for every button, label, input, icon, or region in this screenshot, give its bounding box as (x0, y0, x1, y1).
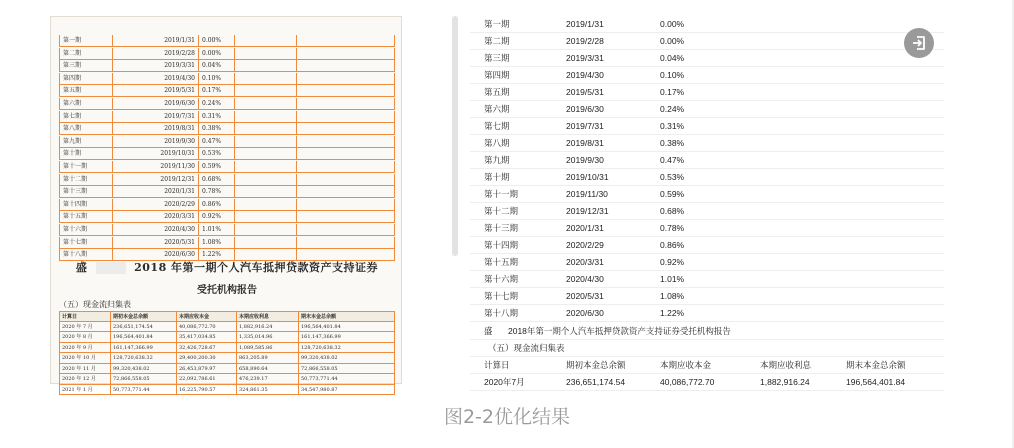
optimized-cashflow-header-cell: 期初本金总余额 (566, 360, 626, 370)
scan-period-date: 2020/1/31 (113, 186, 199, 198)
optimized-period-row (470, 203, 944, 220)
optimized-period-label: 第十六期 (484, 274, 519, 284)
optimized-period-label: 第八期 (484, 138, 510, 148)
scan-period-label: 第八期 (59, 123, 113, 135)
scan-cashflow-header-cell: 期末本金总余额 (299, 311, 395, 322)
optimized-period-date: 2019/2/28 (566, 36, 604, 46)
scan-period-date: 2019/8/31 (113, 123, 199, 135)
optimized-cashflow-header-cell: 期末本金总余额 (846, 360, 906, 370)
scan-period-date: 2019/7/31 (113, 111, 199, 123)
scan-period-row (59, 211, 395, 223)
scan-empty-cell (297, 174, 395, 186)
scan-period-rate: 1.08% (199, 237, 235, 249)
optimized-period-date: 2020/1/31 (566, 223, 604, 233)
scan-cashflow-cell: 26,453,879.97 (177, 364, 237, 375)
scan-cashflow-header-row (59, 311, 395, 322)
optimized-period-row (470, 84, 944, 101)
optimized-period-rate: 0.92% (660, 257, 685, 267)
scan-cashflow-cell: 196,564,401.84 (299, 322, 395, 333)
optimized-period-row (470, 288, 944, 305)
scan-cashflow-cell: 658,890.64 (237, 364, 299, 375)
scan-period-date: 2019/4/30 (113, 73, 199, 85)
optimized-period-date: 2019/12/31 (566, 206, 609, 216)
scan-cashflow-cell: 161,147,366.99 (111, 343, 177, 354)
scan-cashflow-cell: 29,400,200.30 (177, 353, 237, 364)
optimized-period-rate: 0.31% (660, 121, 685, 131)
scan-empty-cell (297, 35, 395, 47)
scan-period-label: 第六期 (59, 98, 113, 110)
optimized-period-label: 第十三期 (484, 223, 519, 233)
scan-period-rate: 0.10% (199, 73, 235, 85)
scan-cashflow-cell: 35,417,034.85 (177, 332, 237, 343)
scan-empty-cell (235, 237, 297, 249)
optimized-cashflow-header (470, 357, 944, 374)
scan-period-row (59, 148, 395, 160)
scan-cashflow-cell: 2020 年 7 月 (59, 322, 111, 333)
optimized-period-rate: 1.08% (660, 291, 685, 301)
scan-cashflow-header-cell: 计算日 (59, 311, 111, 322)
scan-period-row (59, 98, 395, 110)
optimized-cashflow-cell: 196,564,401.84 (846, 377, 906, 387)
scan-cashflow-row (59, 364, 395, 375)
scan-empty-cell (297, 237, 395, 249)
scan-period-rate: 0.59% (199, 161, 235, 173)
scan-cashflow-row (59, 374, 395, 385)
scan-period-date: 2020/4/30 (113, 224, 199, 236)
optimized-period-rate: 0.78% (660, 223, 685, 233)
scan-period-label: 第七期 (59, 111, 113, 123)
scan-empty-cell (235, 186, 297, 198)
scan-cashflow-cell: 40,086,772.70 (177, 322, 237, 333)
scan-period-rate: 0.24% (199, 98, 235, 110)
optimized-period-label: 第四期 (484, 70, 510, 80)
scan-period-label: 第十七期 (59, 237, 113, 249)
original-scanned-table (50, 16, 402, 393)
optimized-period-rate: 1.22% (660, 308, 685, 318)
scan-empty-cell (235, 148, 297, 160)
scan-cashflow-header-cell: 本期应收利息 (237, 311, 299, 322)
scan-empty-cell (235, 48, 297, 60)
scan-period-rate: 0.38% (199, 123, 235, 135)
exit-icon (911, 35, 927, 51)
optimized-period-rate: 0.00% (660, 19, 685, 29)
scan-period-date: 2019/11/30 (113, 161, 199, 173)
optimized-period-row (470, 254, 944, 271)
scan-cashflow-row (59, 332, 395, 343)
optimized-period-label: 第十七期 (484, 291, 519, 301)
scan-period-rate: 0.17% (199, 85, 235, 97)
scan-period-rate: 0.78% (199, 186, 235, 198)
scan-period-table (51, 17, 401, 259)
optimized-period-date: 2019/9/30 (566, 155, 604, 165)
scan-cashflow-cell: 72,866,558.05 (299, 364, 395, 375)
optimized-period-date: 2019/1/31 (566, 19, 604, 29)
scan-empty-cell (297, 211, 395, 223)
scan-period-row (59, 186, 395, 198)
optimized-period-date: 2019/7/31 (566, 121, 604, 131)
optimized-period-rate: 0.38% (660, 138, 685, 148)
scan-empty-cell (235, 174, 297, 186)
scan-period-label: 第三期 (59, 60, 113, 72)
scan-empty-cell (235, 123, 297, 135)
scan-period-label: 第九期 (59, 136, 113, 148)
optimized-period-date: 2019/3/31 (566, 53, 604, 63)
optimized-period-rate: 0.47% (660, 155, 685, 165)
scan-period-label: 第十五期 (59, 211, 113, 223)
scan-period-row (59, 123, 395, 135)
scan-cashflow-cell: 324,861.35 (237, 385, 299, 396)
scan-cashflow-cell: 1,882,916.24 (237, 322, 299, 333)
optimized-period-row (470, 271, 944, 288)
scan-period-date: 2019/6/30 (113, 98, 199, 110)
scan-cashflow-cell: 32,426,728.67 (177, 343, 237, 354)
scan-period-row (59, 48, 395, 60)
optimized-period-rate: 1.01% (660, 274, 685, 284)
optimized-period-rate: 0.00% (660, 36, 685, 46)
scan-period-rate: 0.00% (199, 35, 235, 47)
scan-empty-cell (297, 98, 395, 110)
scan-empty-cell (235, 211, 297, 223)
optimized-cashflow-header-cell: 本期应收利息 (760, 360, 812, 370)
optimized-period-rate: 0.68% (660, 206, 685, 216)
scan-cashflow-cell: 2020 年 10 月 (59, 353, 111, 364)
scan-report-heading (59, 255, 395, 305)
scan-period-rate: 0.00% (199, 48, 235, 60)
scan-period-row (59, 224, 395, 236)
scan-period-date: 2019/12/31 (113, 174, 199, 186)
optimized-period-rate: 0.24% (660, 104, 685, 114)
scan-empty-cell (235, 85, 297, 97)
scan-period-rate: 0.31% (199, 111, 235, 123)
scan-period-date: 2019/9/30 (113, 136, 199, 148)
scan-period-rate: 0.92% (199, 211, 235, 223)
optimized-period-rate: 0.59% (660, 189, 685, 199)
scan-period-label: 第十期 (59, 148, 113, 160)
scan-period-date: 2019/2/28 (113, 48, 199, 60)
optimized-cashflow-row (470, 374, 944, 391)
optimized-period-label: 第十二期 (484, 206, 519, 216)
optimized-period-label: 第十一期 (484, 189, 519, 199)
scan-cashflow-cell: 99,320,438.02 (111, 364, 177, 375)
scan-cashflow-cell: 2020 年 9 月 (59, 343, 111, 354)
scan-period-rate: 1.22% (199, 249, 235, 261)
scan-cashflow-cell: 34,547,980.87 (299, 385, 395, 396)
optimized-period-rows (470, 16, 944, 322)
scan-empty-cell (235, 111, 297, 123)
scan-period-label: 第十一期 (59, 161, 113, 173)
scan-period-row (59, 136, 395, 148)
optimized-period-date: 2019/5/31 (566, 87, 604, 97)
optimized-period-row (470, 67, 944, 84)
optimized-period-row (470, 186, 944, 203)
optimized-period-date: 2020/4/30 (566, 274, 604, 284)
optimized-period-label: 第六期 (484, 104, 510, 114)
optimized-period-row (470, 135, 944, 152)
optimized-period-date: 2019/4/30 (566, 70, 604, 80)
optimized-period-row (470, 33, 944, 50)
optimized-period-date: 2019/11/30 (566, 189, 608, 199)
scan-cashflow-cell: 50,773,771.44 (111, 385, 177, 396)
scan-cashflow-cell: 2021 年 1 月 (59, 385, 111, 396)
scan-report-prefix: 盛 (75, 261, 88, 274)
scan-empty-cell (235, 136, 297, 148)
optimized-period-row (470, 305, 944, 322)
scan-period-label: 第十四期 (59, 199, 113, 211)
optimized-report-prefix: 盛 (484, 326, 493, 336)
scan-cashflow-header-cell: 本期应收本金 (177, 311, 237, 322)
optimized-period-label: 第七期 (484, 121, 510, 131)
optimized-period-label: 第十五期 (484, 257, 519, 267)
scan-period-row (59, 199, 395, 211)
vertical-scrollbar[interactable] (452, 16, 458, 256)
scan-period-row (59, 73, 395, 85)
optimized-period-label: 第三期 (484, 53, 510, 63)
scan-period-date: 2019/5/31 (113, 85, 199, 97)
optimized-period-date: 2019/10/31 (566, 172, 609, 182)
optimized-cashflow-cell: 40,086,772.70 (660, 377, 715, 387)
scan-period-row (59, 161, 395, 173)
scan-empty-cell (297, 148, 395, 160)
optimized-cashflow-cell: 2020年7月 (484, 377, 525, 387)
scan-period-row (59, 60, 395, 72)
scan-period-row (59, 111, 395, 123)
scan-report-subtitle: 受托机构报告 (197, 285, 257, 296)
optimized-period-date: 2020/3/31 (566, 257, 604, 267)
optimized-table (470, 16, 944, 390)
scan-cashflow-cell: 72,866,558.05 (111, 374, 177, 385)
optimized-period-label: 第二期 (484, 36, 510, 46)
optimized-period-label: 第十期 (484, 172, 510, 182)
optimized-section-title: （五）现金流归集表 (470, 340, 944, 357)
scan-period-row (59, 174, 395, 186)
scan-empty-cell (235, 224, 297, 236)
scan-empty-cell (297, 48, 395, 60)
scan-section-title: （五）现金流归集表 (59, 300, 131, 309)
optimized-period-row (470, 220, 944, 237)
scan-period-row (59, 35, 395, 47)
scan-empty-cell (235, 199, 297, 211)
scan-cashflow-cell: 476,239.17 (237, 374, 299, 385)
optimized-cashflow-header-cell: 本期应收本金 (660, 360, 712, 370)
optimized-period-rate: 0.04% (660, 53, 685, 63)
scan-empty-cell (235, 60, 297, 72)
scan-period-date: 2020/5/31 (113, 237, 199, 249)
optimized-report-title-row (470, 322, 944, 340)
scan-period-label: 第二期 (59, 48, 113, 60)
scan-empty-cell (297, 85, 395, 97)
scan-period-date: 2019/10/31 (113, 148, 199, 160)
scan-cashflow-cell: 161,147,366.99 (299, 332, 395, 343)
scan-period-date: 2020/2/29 (113, 199, 199, 211)
optimized-period-date: 2019/6/30 (566, 104, 604, 114)
optimized-report-title: 2018年第一期个人汽车抵押贷款资产支持证券受托机构报告 (508, 326, 731, 336)
scan-period-rate: 0.04% (199, 60, 235, 72)
scan-cashflow-row (59, 385, 395, 396)
scan-empty-cell (297, 73, 395, 85)
scan-period-label: 第四期 (59, 73, 113, 85)
optimized-cashflow-header-cell: 计算日 (484, 360, 510, 370)
scan-empty-cell (297, 186, 395, 198)
scan-empty-cell (235, 98, 297, 110)
exit-button[interactable] (904, 28, 934, 58)
scan-empty-cell (235, 35, 297, 47)
scan-cashflow-cell: 1,335,014.96 (237, 332, 299, 343)
scan-cashflow-cell: 50,773,771.44 (299, 374, 395, 385)
scan-empty-cell (297, 224, 395, 236)
scan-cashflow-cell: 1,089,585.86 (237, 343, 299, 354)
optimized-period-label: 第五期 (484, 87, 510, 97)
figure-caption: 图2-2优化结果 (443, 406, 571, 428)
scan-cashflow-header-cell: 期初本金总余额 (111, 311, 177, 322)
scan-period-label: 第十二期 (59, 174, 113, 186)
optimized-period-row (470, 169, 944, 186)
optimized-period-date: 2020/5/31 (566, 291, 604, 301)
optimized-period-row (470, 16, 944, 33)
optimized-period-row (470, 101, 944, 118)
scan-empty-cell (235, 161, 297, 173)
scan-empty-cell (297, 111, 395, 123)
optimized-cashflow-cell: 1,882,916.24 (760, 377, 810, 387)
optimized-period-row (470, 237, 944, 254)
scan-empty-cell (297, 60, 395, 72)
scan-period-date: 2020/6/30 (113, 249, 199, 261)
scan-empty-cell (235, 73, 297, 85)
scan-cashflow-cell: 863,205.89 (237, 353, 299, 364)
scan-period-label: 第十八期 (59, 249, 113, 261)
scan-period-rate: 0.53% (199, 148, 235, 160)
scan-period-label: 第十六期 (59, 224, 113, 236)
scan-cashflow-cell: 99,320,438.02 (299, 353, 395, 364)
scan-cashflow-cell: 128,720,638.32 (111, 353, 177, 364)
scan-period-date: 2020/3/31 (113, 211, 199, 223)
optimized-period-rate: 0.10% (660, 70, 685, 80)
scan-empty-cell (297, 199, 395, 211)
scan-cashflow-table (59, 311, 395, 395)
scan-period-row (59, 85, 395, 97)
optimized-period-label: 第十四期 (484, 240, 519, 250)
scan-report-title: 2018 年第一期个人汽车抵押贷款资产支持证券 (134, 261, 379, 274)
optimized-period-row (470, 152, 944, 169)
optimized-period-label: 第九期 (484, 155, 510, 165)
optimized-period-row (470, 50, 944, 67)
scan-cashflow-cell: 196,564,401.84 (111, 332, 177, 343)
scan-period-date: 2019/1/31 (113, 35, 199, 47)
scan-period-row (59, 237, 395, 249)
scan-period-rate: 0.47% (199, 136, 235, 148)
scan-period-label: 第一期 (59, 35, 113, 47)
scan-period-date: 2019/3/31 (113, 60, 199, 72)
scan-cashflow-cell: 2020 年 11 月 (59, 364, 111, 375)
scan-period-label: 第十三期 (59, 186, 113, 198)
scan-empty-cell (297, 136, 395, 148)
optimized-period-date: 2020/6/30 (566, 308, 604, 318)
scan-cashflow-cell: 22,092,786.61 (177, 374, 237, 385)
optimized-period-rate: 0.53% (660, 172, 685, 182)
scan-period-rate: 1.01% (199, 224, 235, 236)
optimized-period-date: 2019/8/31 (566, 138, 604, 148)
scan-period-rate: 0.86% (199, 199, 235, 211)
optimized-period-rate: 0.17% (660, 87, 685, 97)
scan-cashflow-cell: 236,651,174.54 (111, 322, 177, 333)
scan-cashflow-row (59, 343, 395, 354)
scan-cashflow-row (59, 322, 395, 333)
scan-cashflow-cell: 128,720,638.32 (299, 343, 395, 354)
scan-period-label: 第五期 (59, 85, 113, 97)
optimized-period-label: 第十八期 (484, 308, 519, 318)
scan-empty-cell (297, 123, 395, 135)
scan-period-rate: 0.68% (199, 174, 235, 186)
scan-empty-cell (297, 161, 395, 173)
scan-cashflow-cell: 2020 年 12 月 (59, 374, 111, 385)
optimized-period-date: 2020/2/29 (566, 240, 604, 250)
optimized-period-row (470, 118, 944, 135)
optimized-cashflow-cell: 236,651,174.54 (566, 377, 626, 387)
scan-cashflow-cell: 16,225,790.57 (177, 385, 237, 396)
scan-cashflow-cell: 2020 年 8 月 (59, 332, 111, 343)
scan-cashflow-row (59, 353, 395, 364)
redacted-name-block (96, 262, 126, 274)
optimized-period-rate: 0.86% (660, 240, 685, 250)
optimized-period-label: 第一期 (484, 19, 510, 29)
